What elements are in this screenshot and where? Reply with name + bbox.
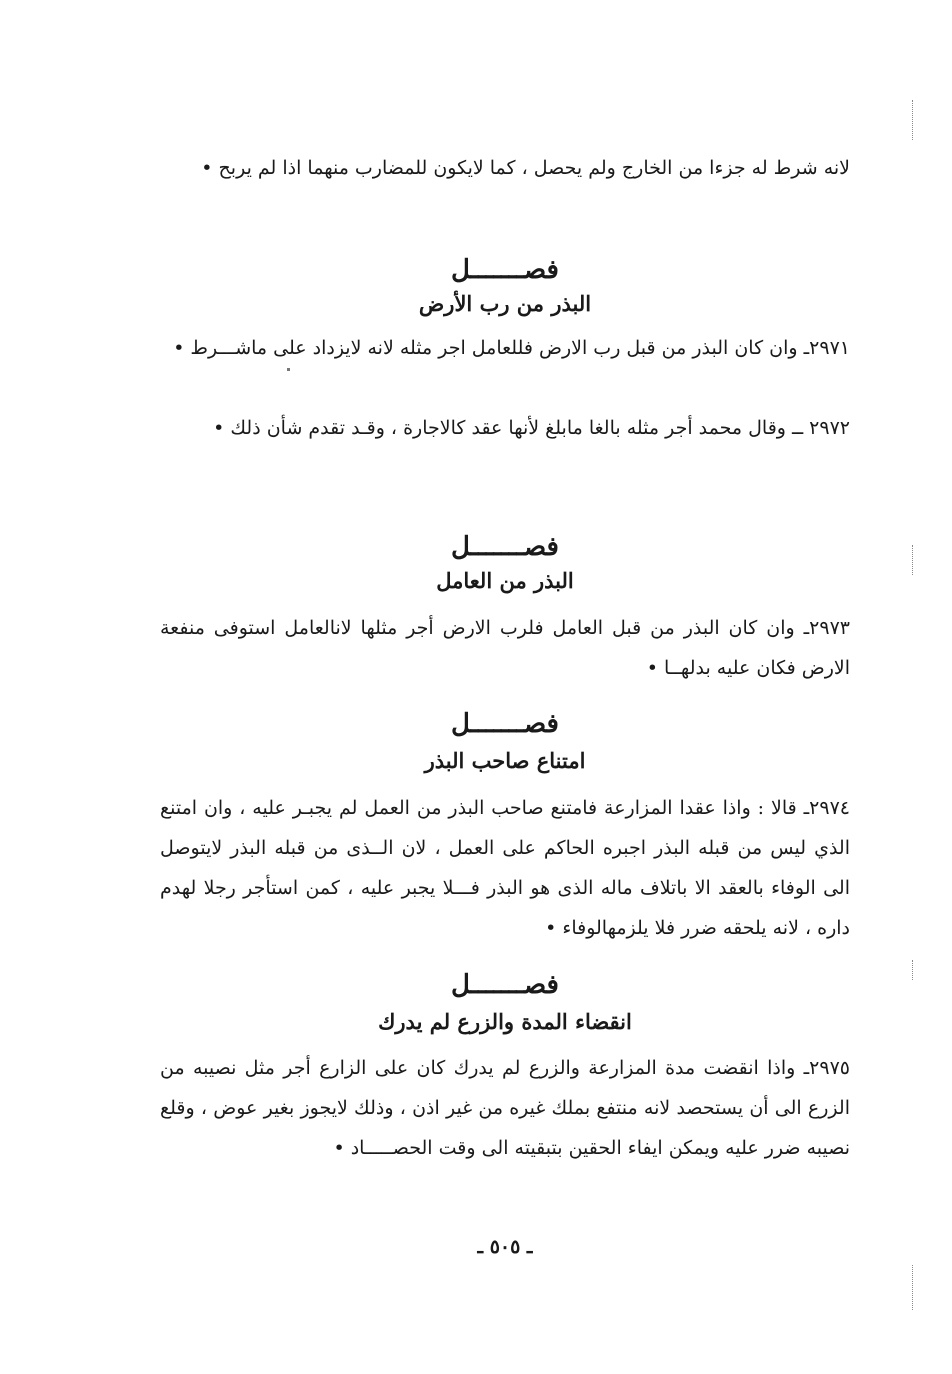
section-heading: فصـــــــل xyxy=(451,532,559,562)
section-heading: فصـــــــل xyxy=(451,255,559,285)
section-title: البذر من رب الأرض xyxy=(418,291,592,316)
paragraph-2973: ٢٩٧٣ـ وان كان البذر من قبل العامل فلرب الارض أجر مثلها لانالعامل استوفى منفعة الارض فكان عليه بدلهــا • xyxy=(160,617,850,679)
section-title: امتناع صاحب البذر xyxy=(424,748,586,773)
section-heading: فصـــــــل xyxy=(451,709,559,739)
paragraph-2975: ٢٩٧٥ـ واذا انقضت مدة المزارعة والزرع لم يدرك كان على الزارع أجر مثل نصيبه من الزرع الى أن يستحصد لانه منتفع بملك غيره من غير اذن ، وذلك لايجوز بغير عوض ، وقلع نصيبه ضرر عليه ويمكن ايفاء الحقين بتبقيته الى وقت الحصـــــاد • xyxy=(160,1057,850,1159)
margin-mark xyxy=(912,100,913,140)
page-number: ـ ٥٠٥ ـ xyxy=(477,1236,533,1258)
section-title: انقضاء المدة والزرع لم يدرك xyxy=(378,1009,632,1034)
section-title: البذر من العامل xyxy=(436,568,574,593)
paragraph-2972: ٢٩٧٢ ــ وقال محمد أجر مثله بالغا مابلغ لأنها عقد كالاجارة ، وقـد تقدم شأن ذلك • xyxy=(213,417,850,439)
section-heading: فصـــــــل xyxy=(451,970,559,1000)
paragraph-2974: ٢٩٧٤ـ قالا : واذا عقدا المزارعة فامتنع صاحب البذر من العمل لم يجبـر عليه ، وان امتنع الذي ليس من قبله البذر اجبره الحاكم على العمل ، لان الــذى من قبله البذر لايتوصل الى الوفاء بالعقد الا باتلاف ماله الذى هو البذر فـــلا يجبر عليه ، كمن استأجر رجلا لهدم داره ، لانه يلحقه ضرر فلا يلزمهالوفاء • xyxy=(160,797,850,939)
margin-mark xyxy=(912,1265,913,1310)
margin-mark xyxy=(912,960,913,980)
speck xyxy=(287,368,290,371)
intro-paragraph: لانه شرط له جزءا من الخارج ولم يحصل ، كما لايكون للمضارب منهما اذا لم يربح • xyxy=(201,157,850,179)
paragraph-2971: ٢٩٧١ـ وان كان البذر من قبل رب الارض فللعامل اجر مثله لانه لايزداد على ماشـــرط • xyxy=(173,337,850,359)
margin-mark xyxy=(912,545,913,575)
